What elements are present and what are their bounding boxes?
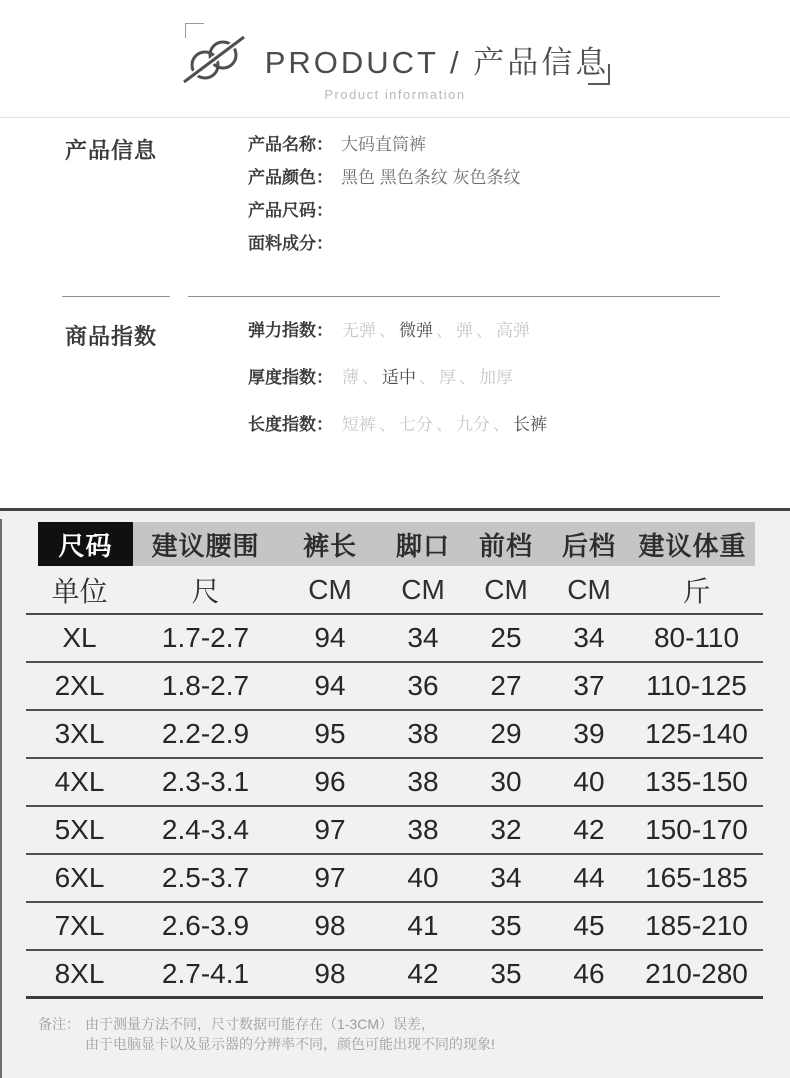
- page-title: PRODUCT / 产品信息: [264, 44, 610, 80]
- size-table-cell: 98: [278, 951, 382, 999]
- index-option-separator: 、: [379, 415, 396, 434]
- size-table-cell: 40: [548, 759, 630, 807]
- index-option: 长裤: [513, 415, 547, 434]
- double-circle-slash-icon: [181, 34, 247, 84]
- size-table-header-cell: 后档: [548, 522, 630, 566]
- product-field-label: 产品尺码：: [248, 201, 333, 220]
- size-table-unit-cell: 尺: [133, 566, 278, 615]
- index-row-label: 厚度指数：: [248, 368, 333, 387]
- size-table-cell: 80-110: [630, 615, 763, 663]
- size-table-cell: 6XL: [26, 855, 133, 903]
- size-table-cell: 97: [278, 855, 382, 903]
- index-option: 七分: [399, 415, 433, 434]
- size-table-row: [26, 807, 763, 855]
- size-table-unit-cell: CM: [548, 566, 630, 615]
- size-table-unit-row: [26, 566, 763, 615]
- size-table-cell: 95: [278, 711, 382, 759]
- size-table-header-cell: 脚口: [382, 522, 464, 566]
- size-table-cell: 25: [464, 615, 548, 663]
- size-table-unit-cell: 单位: [26, 566, 133, 615]
- size-table-row: [26, 663, 763, 711]
- size-table: [26, 522, 763, 999]
- size-table-cell: 2.5-3.7: [133, 855, 278, 903]
- product-index-rows: [248, 319, 550, 460]
- size-table-header-cell: 裤长: [278, 522, 382, 566]
- size-table-cell: 45: [548, 903, 630, 951]
- index-row-label: 长度指数：: [248, 415, 333, 434]
- size-table-cell: 38: [382, 711, 464, 759]
- size-table-cell: 94: [278, 663, 382, 711]
- footnote-line: 由于电脑显卡以及显示器的分辨率不同，颜色可能出现不同的现象!: [85, 1036, 495, 1052]
- index-option: 九分: [456, 415, 490, 434]
- page-subtitle: Product information: [324, 87, 466, 102]
- index-option-separator: 、: [476, 321, 493, 340]
- divider-right-segment: [188, 296, 720, 297]
- size-table-cell: 30: [464, 759, 548, 807]
- size-table-row: [26, 615, 763, 663]
- size-table-cell: 46: [548, 951, 630, 999]
- index-option: 弹: [456, 321, 473, 340]
- size-table-cell: 2.4-3.4: [133, 807, 278, 855]
- brand-title-row: [0, 36, 790, 82]
- index-option-separator: 、: [459, 368, 476, 387]
- size-table-row: [26, 711, 763, 759]
- size-table-cell: 1.7-2.7: [133, 615, 278, 663]
- size-table-cell: 32: [464, 807, 548, 855]
- index-option: 微弹: [399, 321, 433, 340]
- size-table-cell: 2.2-2.9: [133, 711, 278, 759]
- size-table-cell: 38: [382, 807, 464, 855]
- size-table-unit-cell: 斤: [630, 566, 763, 615]
- size-table-cell: 165-185: [630, 855, 763, 903]
- size-table-cell: 27: [464, 663, 548, 711]
- index-option: 无弹: [342, 321, 376, 340]
- size-table-unit-cell: CM: [382, 566, 464, 615]
- size-table-header-cell: 前档: [464, 522, 548, 566]
- product-field-row: [248, 166, 520, 190]
- size-table-header-cell: 建议体重: [630, 522, 763, 566]
- product-field-label: 产品名称：: [248, 135, 333, 154]
- product-field-row: [248, 232, 520, 256]
- corner-bracket-bottom-right-icon: [588, 64, 610, 85]
- divider-left-segment: [62, 296, 170, 297]
- size-table-cell: 4XL: [26, 759, 133, 807]
- brand-header: [0, 0, 790, 118]
- size-table-cell: 96: [278, 759, 382, 807]
- product-index-section-label: 商品指数: [65, 324, 158, 349]
- index-option-separator: 、: [436, 415, 453, 434]
- size-table-cell: 35: [464, 903, 548, 951]
- size-table-cell: 5XL: [26, 807, 133, 855]
- product-field-label: 面料成分：: [248, 234, 333, 253]
- product-info-section-label: 产品信息: [65, 138, 158, 163]
- size-table-cell: 2XL: [26, 663, 133, 711]
- size-table-cell: 34: [548, 615, 630, 663]
- size-table-cell: 110-125: [630, 663, 763, 711]
- size-table-cell: XL: [26, 615, 133, 663]
- index-option-separator: 、: [419, 368, 436, 387]
- size-table-cell: 42: [548, 807, 630, 855]
- product-field-row: [248, 199, 520, 223]
- size-table-body: [26, 566, 763, 999]
- size-table-cell: 35: [464, 951, 548, 999]
- size-table-cell: 210-280: [630, 951, 763, 999]
- footnote-line: 由于测量方法不同，尺寸数据可能存在（1-3CM）误差，: [85, 1016, 436, 1032]
- index-option: 短裤: [342, 415, 376, 434]
- size-table-cell: 44: [548, 855, 630, 903]
- size-table-cell: 2.7-4.1: [133, 951, 278, 999]
- product-field-value: 大码直筒裤: [341, 135, 426, 154]
- index-option-separator: 、: [493, 415, 510, 434]
- size-table-row: [26, 855, 763, 903]
- size-table-cell: 8XL: [26, 951, 133, 999]
- index-option: 适中: [382, 368, 416, 387]
- size-table-cell: 2.3-3.1: [133, 759, 278, 807]
- size-table-cell: 37: [548, 663, 630, 711]
- size-table-cell: 42: [382, 951, 464, 999]
- size-table-row: [26, 903, 763, 951]
- size-table-cell: 34: [464, 855, 548, 903]
- size-table-cell: 98: [278, 903, 382, 951]
- size-table-cell: 94: [278, 615, 382, 663]
- section-divider: [0, 296, 790, 297]
- footnote: [38, 1014, 790, 1054]
- index-row: [248, 366, 550, 390]
- product-field-value: 黑色 黑色条纹 灰色条纹: [341, 168, 521, 187]
- size-table-cell: 150-170: [630, 807, 763, 855]
- index-row: [248, 413, 550, 437]
- size-table-cell: 97: [278, 807, 382, 855]
- size-table-cell: 3XL: [26, 711, 133, 759]
- size-table-header-row: [26, 522, 763, 566]
- product-info-fields: [248, 133, 520, 265]
- size-table-cell: 39: [548, 711, 630, 759]
- size-table-unit-cell: CM: [464, 566, 548, 615]
- index-option-separator: 、: [379, 321, 396, 340]
- size-table-cell: 2.6-3.9: [133, 903, 278, 951]
- size-table-cell: 38: [382, 759, 464, 807]
- index-option: 高弹: [496, 321, 530, 340]
- index-option: 薄: [342, 368, 359, 387]
- product-field-row: [248, 133, 520, 157]
- footnote-label: 备注：: [38, 1016, 80, 1032]
- size-table-cell: 185-210: [630, 903, 763, 951]
- size-table-unit-cell: CM: [278, 566, 382, 615]
- size-table-cell: 41: [382, 903, 464, 951]
- size-table-cell: 36: [382, 663, 464, 711]
- size-chart-section: [0, 508, 790, 1078]
- size-table-row: [26, 951, 763, 999]
- index-row-label: 弹力指数：: [248, 321, 333, 340]
- product-index-section: [0, 297, 790, 460]
- index-option: 加厚: [479, 368, 513, 387]
- size-table-cell: 7XL: [26, 903, 133, 951]
- size-table-row: [26, 759, 763, 807]
- size-table-cell: 29: [464, 711, 548, 759]
- index-row: [248, 319, 550, 343]
- size-table-cell: 40: [382, 855, 464, 903]
- corner-bracket-top-left-icon: [185, 23, 204, 38]
- size-table-cell: 34: [382, 615, 464, 663]
- footnote-lines: [85, 1014, 495, 1054]
- product-info-section: [0, 118, 790, 265]
- size-table-header-cell: 建议腰围: [133, 522, 278, 566]
- index-option-separator: 、: [436, 321, 453, 340]
- size-table-cell: 135-150: [630, 759, 763, 807]
- size-table-cell: 1.8-2.7: [133, 663, 278, 711]
- size-table-cell: 125-140: [630, 711, 763, 759]
- index-option: 厚: [439, 368, 456, 387]
- size-table-header-cell: 尺码: [26, 522, 133, 566]
- product-field-label: 产品颜色：: [248, 168, 333, 187]
- index-option-separator: 、: [362, 368, 379, 387]
